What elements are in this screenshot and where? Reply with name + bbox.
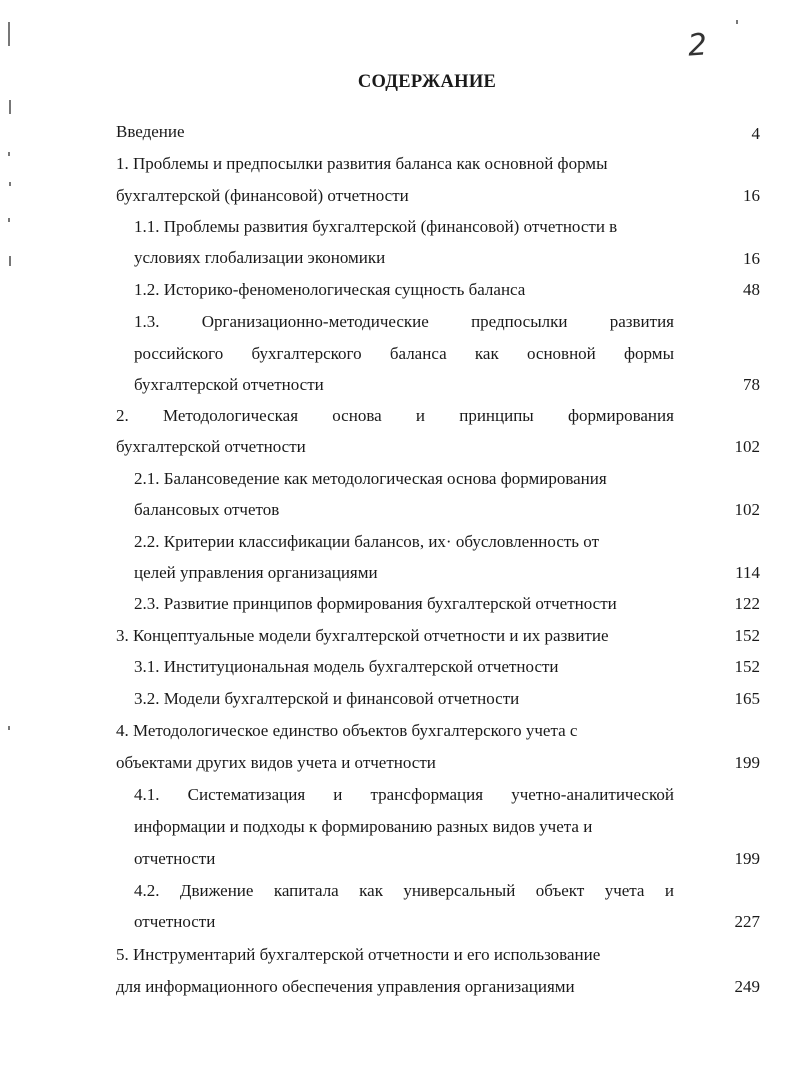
scan-speck [736,20,738,24]
toc-entry-ch5-line1: 5. Инструментарий бухгалтерской отчетности и его использование [116,945,601,964]
scan-speck [8,726,10,730]
toc-entry-s22-line1: 2.2. Критерии классификации балансов, их· обусловленность от [134,532,600,551]
word: капитала [273,881,339,900]
toc-page-s41: 199 [734,849,760,868]
word: 4.1. [134,785,160,804]
toc-entry-ch2-line1 [116,406,674,426]
word: трансформация [370,785,484,804]
toc-entry-s42-line1 [134,881,674,901]
scan-speck [8,22,10,46]
toc-page-ch1: 16 [743,186,760,205]
word: бухгалтерского [251,344,362,363]
word: развития [609,312,674,331]
toc-entry-ch5-line2: для информационного обеспечения управления организациями [116,977,575,996]
toc-page-ch2: 102 [734,437,760,456]
toc-page-s12: 48 [743,280,760,299]
toc-entry-s11-line2: условиях глобализации экономики [134,248,386,267]
word: основа [332,406,382,425]
toc-entry-s13-line2 [134,344,674,364]
word: объект [535,881,585,900]
toc-entry-s41-line2: информации и подходы к формированию разных видов учета и [134,817,593,836]
toc-page-s32: 165 [734,689,760,708]
word: Систематизация [187,785,306,804]
toc-entry-ch4-line1: 4. Методологическое единство объектов бухгалтерского учета с [116,721,578,740]
toc-entry-s21-line1: 2.1. Балансоведение как методологическая основа формирования [134,469,607,488]
toc-entry-ch3: 3. Концептуальные модели бухгалтерской отчетности и их развитие [116,626,609,645]
toc-page-s11: 16 [743,249,760,268]
page-title: СОДЕРЖАНИЕ [357,72,497,92]
toc-entry-s13-line1 [134,312,674,332]
scan-speck [8,218,10,222]
toc-entry-ch1-line1: 1. Проблемы и предпосылки развития баланса как основной формы [116,154,608,173]
toc-entry-s41-line3: отчетности [134,849,216,868]
toc-page-intro: 4 [751,124,760,143]
word: Организационно-методические [201,312,429,331]
toc-entry-s41-line1 [134,785,674,805]
toc-page-s22: 114 [735,563,760,582]
toc-entry-ch2-line2: бухгалтерской отчетности [116,437,306,456]
scan-speck [8,152,10,156]
toc-page-s31: 152 [734,657,760,676]
toc-entry-s21-line2: балансовых отчетов [134,500,280,519]
word: универсальный [403,881,516,900]
toc-page-s21: 102 [734,500,760,519]
word: 2. [116,406,129,425]
word: и [415,406,425,425]
word: учета [604,881,645,900]
word: баланса [389,344,447,363]
word: и [664,881,674,900]
toc-entry-ch1-line2: бухгалтерской (финансовой) отчетности [116,186,409,205]
word: как [474,344,499,363]
toc-page-s23: 122 [734,594,760,613]
word: формы [624,344,674,363]
word: учетно-аналитической [511,785,674,804]
word: формирования [567,406,674,425]
word: принципы [459,406,534,425]
toc-entry-s13-line3: бухгалтерской отчетности [134,375,324,394]
toc-entry-s31: 3.1. Институциональная модель бухгалтерской отчетности [134,657,559,676]
toc-entry-intro: Введение [116,122,185,141]
toc-entry-s22-line2: целей управления организациями [134,563,378,582]
word: российского [134,344,224,363]
word: основной [526,344,596,363]
word: 4.2. [134,881,160,900]
word: и [333,785,343,804]
toc-page-s13: 78 [743,375,760,394]
toc-entry-s23: 2.3. Развитие принципов формирования бухгалтерской отчетности [134,594,617,613]
word: 1.3. [134,312,160,331]
word: как [359,881,383,900]
toc-entry-s12: 1.2. Историко-феноменологическая сущность баланса [134,280,526,299]
toc-page-ch3: 152 [734,626,760,645]
word: Движение [179,881,254,900]
toc-page-ch4: 199 [734,753,760,772]
handwritten-page-number: 2 [686,27,709,64]
toc-page-ch5: 249 [734,977,760,996]
scan-speck [9,256,11,266]
word: предпосылки [471,312,568,331]
toc-entry-s32: 3.2. Модели бухгалтерской и финансовой отчетности [134,689,520,708]
toc-entry-s11-line1: 1.1. Проблемы развития бухгалтерской (финансовой) отчетности в [134,217,618,236]
word: Методологическая [162,406,299,425]
toc-entry-ch4-line2: объектами других видов учета и отчетности [116,753,436,772]
scan-speck [9,182,11,186]
toc-entry-s42-line2: отчетности [134,912,216,931]
scan-speck [9,100,11,114]
toc-page-s42: 227 [734,912,760,931]
